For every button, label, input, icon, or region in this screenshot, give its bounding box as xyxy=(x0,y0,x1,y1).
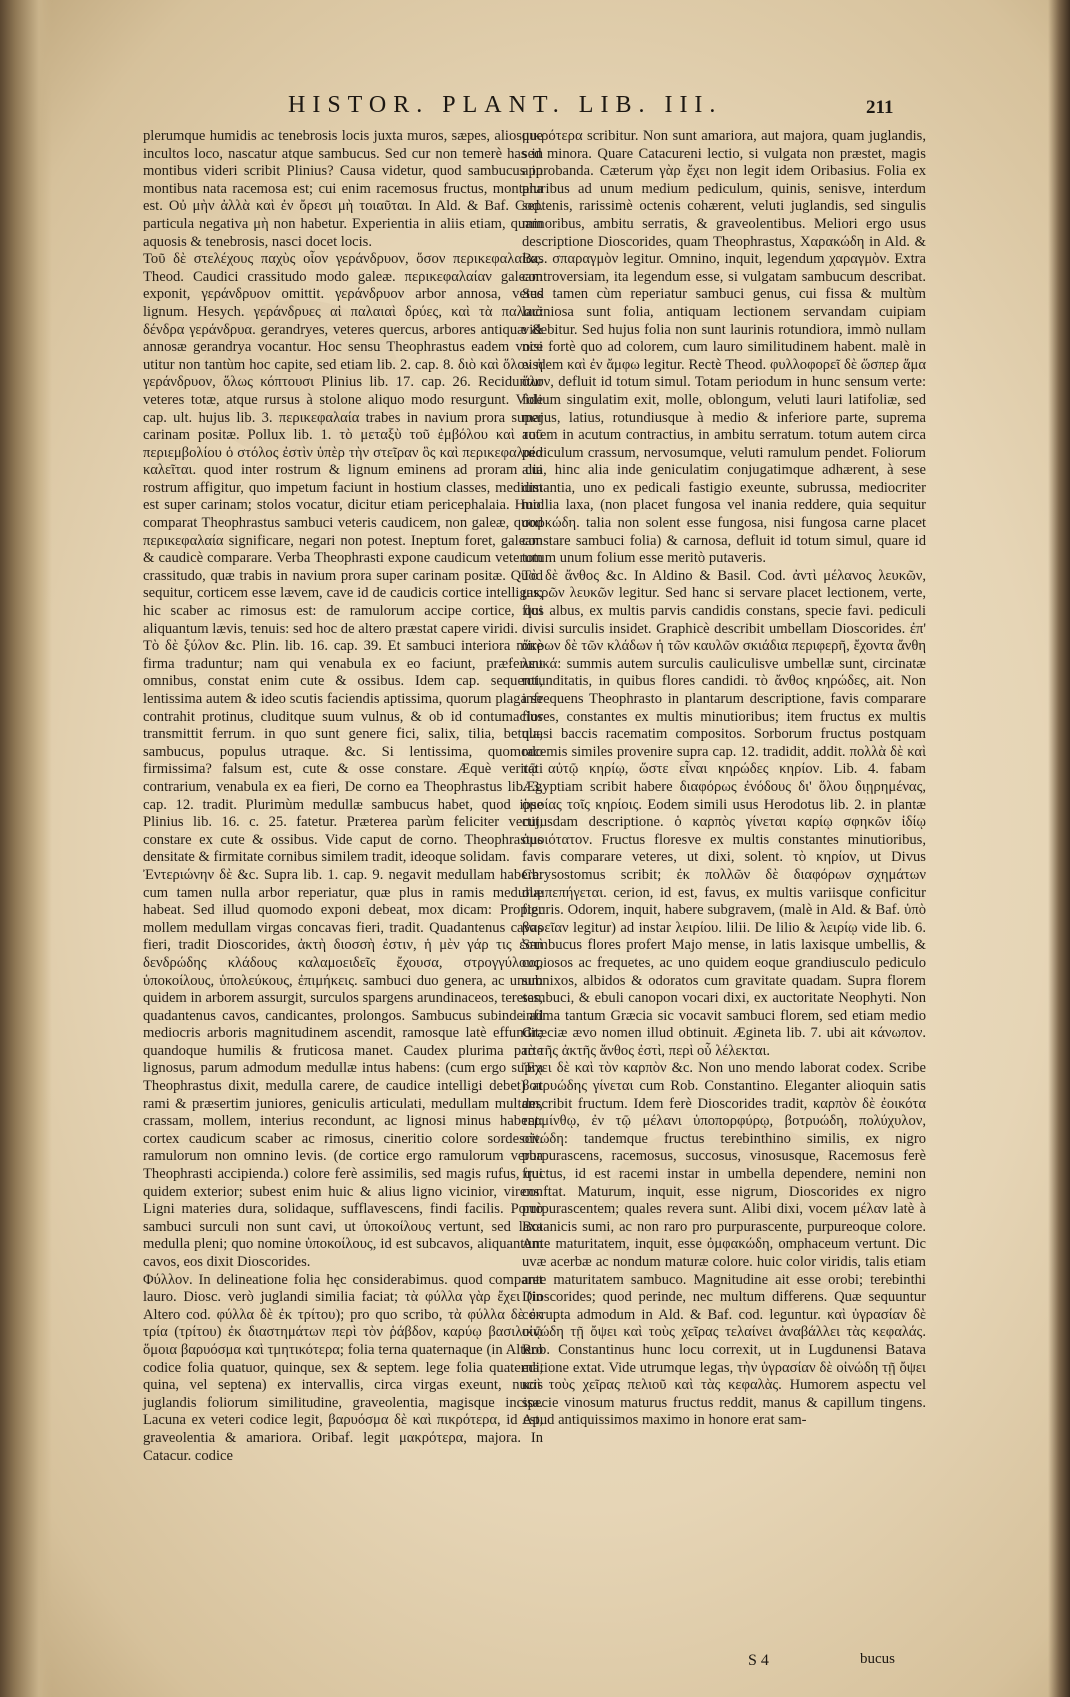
paragraph: Ἐντεριώνην δὲ &c. Supra lib. 1. cap. 9. negavit medullam habere: cum tamen nulla arbor reperiatur, quæ plus in ramis medullæ habeat. Sed illud quomodo exponi debeat, mox dicam: Propter mollem medullam virgas concavas fieri, tradit. Quadantenus cavas fieri, tradit Dioscorides, ἀκτὴ διοσσὴ ἐστιν, ἡ μὲν γάρ τις ἐστὶ δενδρώδης κλάδους καλαμοειδεῖς ἔχουσα, στρογγύλους, ὑποκοίλους, ὑπολεύκους, ἐπιμήκεις. sambuci duo genera, ac unum quidem in arborem assurgit, surculos spargens arundinaceos, teretes, quadantenus cavos, candicantes, prolongos. Sambucus subinde ad mediocris arboris magnitudinem ascendit, ramosque latè effundit; quandoque humilis & fruticosa manet. Caudex plurima parte lignosus, parum admodum medullæ intus habens: (cum ergo supra Theophrastus dixit, medulla carere, de caudice intelligi debet) at rami & præsertim juniores, geniculis articulati, medullam multam, crassam, mollem, interius recondunt, ac lignosi minus habent: cortex caudicum scaber ac rimosus, cineritio colore sordescit. ramulorum non omnino levis. (de cortice ergo ramulorum verba Theophrasti accipienda.) colore ferè assimilis, sed magis rufus, qui quidem exterior; subest enim huic & alius ligno vicinior, virens. Ligni materies dura, solidaque, sufflavescens, findi facilis. Porrò sambuci surculi non sunt cavi, ut ὑποκοίλους vertunt, sed laxa medulla pleni; quo nomine ὑποκοίλους, id est subcavos, aliquantum cavos, eos dixit Dioscorides. xyxy=(143,866,543,1270)
signature-mark: S 4 xyxy=(748,1652,769,1669)
paragraph: Τὸ δὲ ἄνθος &c. In Aldino & Basil. Cod. ἀντὶ μέλανος λευκῶν, μικρῶν λευκῶν legitur. Sed hanc si servare placet lectionem, verte, flos albus, ex multis parvis candidis constans, specie favi. pediculi divisi surculis insidet. Graphicè describit umbellam Dioscorides. ἐπ' ἄκρων δὲ τῶν κλάδων ἡ τῶν καυλῶν σκιάδια περιφερῆ, ἔχοντα ἄνθη λευκά: summis autem surculis cauliculisve umbellæ sunt, circinatæ rotunditatis, in quibus flores candidi. τὸ ἄνθος κηρώδες, ait. Non infrequens Theophrasto in plantarum descriptione, favis comparare flores, constantes ex multis minutioribus; item fructus ex multis quasi baccis racematim compositos. Sorborum fructus postquam racemis similes provenire supra cap. 12. tradidit, addit. πολλὰ δὲ καὶ τῷ αὐτῷ κηρίῳ, ὥστε εἶναι κηρώδες κηρίον. Lib. 4. fabam Ægyptiam scribit habere διαφόρως ἐνόδους δι' ὅλου διῃρημένας, ὁμοίας τοῖς κηρίοις. Eodem simili usus Herodotus lib. 2. in plantæ cujusdam descriptione. ὁ καρπὸς γίνεται καρίῳ σφηκῶν ἰδίῳ ὁμοιότατον. Fructus floresve ex multis constantes minutioribus, favis comparare veteres, ut dixi, solent. τὸ κηρίον, ut Divus Chrysostomus scribit; ἐκ πολλῶν δὲ διαφόρων σχημάτων συμπεπήγεται. cerion, id est, favus, ex multis variisque conficitur figuris. Odorem, inquit, habere subgravem, (malè in Ald. & Baf. ὑπὸ βαρεῖαν legitur) ad instar λειρίου. lilii. De lilio & λειρίῳ vide lib. 6. Sambucus flores profert Majo mense, in latis laxisque umbellis, & copiosos ac frequetes, ac uno quidem eoque grandiusculo pediculo subnixos, albidos & odoratos cum gravitate quadam. Supra florem sambuci, & ebuli canopon vocari dixi, ex auctoritate Neophyti. Non infima tantum Græcia sic vocavit sambuci florem, sed etiam medio Græciæ ævo nomen illud obtinuit. Ægineta lib. 7. ubi ait κάνωπον. τὸ τῆς ἀκτῆς ἄνθος ἐστὶ, περὶ οὗ λέλεκται. xyxy=(522,567,926,1059)
page-number: 211 xyxy=(866,97,894,118)
page-edge xyxy=(1048,0,1070,1697)
binding-gutter xyxy=(0,0,52,1697)
paragraph: plerumque humidis ac tenebrosis locis juxta muros, sæpes, aliosque incultos loco, nascatur atque sambucus. Sed cur non temerè has in montibus videri scribit Plinius? Causa videtur, quod sambucus in montibus nata racemosa est; cui enim racemosus fructus, montana est. Οὐ μὴν ἀλλὰ καὶ ἐν ὄρεσι μὴ τοιαῦται. In Ald. & Baf. Cod. particula negativa μὴ non habetur. Experientia in aliis etiam, quam aquosis & tenebrosis, nasci docet locis. xyxy=(143,128,543,250)
paragraph: Τὸ δὲ ξύλον &c. Plin. lib. 16. cap. 39. Et sambuci interiora mirè firma traduntur; nam qui venabula ex eo faciunt, præferunt omnibus, constat enim cute & ossibus. Idem cap. sequenti, lentissima autem & ideo scutis faciendis aptissima, quorum plaga se contrahit protinus, cluditque suum vulnus, & ob id contumacius transmittit ferrum. in quo sunt genere fici, salix, tilia, betula, sambucus, populus utraque. &c. Si lentissima, quomodo firmissima? falsum est, cute & osse constare. Æquè veritati contrarium, venabula ex ea fieri, De corno ea Theophrastus lib. 3. cap. 12. tradit. Plurimùm medullæ sambucus habet, quod ipse Plinius lib. 16. c. 25. fatetur. Præterea parùm feliciter vertit, constare ex cute & ossibus. Vide caput de corno. Theophrastus densitate & firmitate cornibus similem tradit, ideoque solidam. xyxy=(143,638,543,866)
catchword: bucus xyxy=(860,1651,895,1667)
running-title: HISTOR. PLANT. LIB. III. xyxy=(288,92,723,118)
paragraph: Τοῦ δὲ στελέχους παχὺς οἷον γεράνδρυον, ὅσον περικεφαλαίας. Theod. Caudici crassitudo modo galeæ. περικεφαλαίαν galeam exponit, γεράνδρυον omittit. γεράνδρυον arbor annosa, vetus lignum. Hesych. γεράνδρυες αἱ παλαιαὶ δρύες, καὶ τὰ παλαιὰ δένδρα γεράνδρυα. gerandryes, veteres quercus, arbores antiquæ & annosæ gerandrya vocantur. Hoc sensu Theophrastus eadem voce utitur non tantùm hoc capite, sed etiam lib. 2. cap. 8. διὸ καὶ ὅλον ἡ γεράνδρυον, ὅλως κόπτουσι Plinius lib. 17. cap. 26. Reciduntur veteres totæ, atque rursus à stolone aliquo modo resurgunt. Vide cap. ult. hujus lib. 3. περικεφαλαία trabes in navium prora super carinam positæ. Pollux lib. 1. τὸ μεταξὺ τοῦ ἐμβόλου καὶ τοῦ περιεμβολίου ὁ στόλος ἐστὶν ὑπὲρ τὴν στεῖραν ὃς καὶ περικεφαλαία καλεῖται. quod inter rostrum & lignum eminens ad proram cui rostrum affigitur, quo impetum faciunt in hostium classes, medium est super carinam; stolos vocatur, dicitur etiam pericephalaia. Huic comparat Theophrastus sambuci veteris caudicem, non galeæ, quod περικεφαλαία significare, negari non potest. Ineptum foret, galeam & caudicè comparare. Verba Theophrasti expone caudicum veterum crassitudo, quæ trabis in navium prora super carinam positæ. Quod sequitur, corticem esse lævem, cave id de caudicis cortice intelligas; hic scaber ac rimosus est: de ramulorum accipe cortice, qui aliquantum lævis, tenuis: sed hoc de altero præstat capere viridi. xyxy=(143,251,543,637)
left-column xyxy=(143,128,543,1465)
paragraph: Φύλλον. In delineatione folia hęc considerabimus. quod comparet lauro. Diosc. verò juglandi similia faciat; τὰ φύλλα γὰρ ἔχει (in Altero cod. φύλλα δὲ ἐκ τρίτου); pro quo scribo, τὰ φύλλα δὲ ἐκ τρία (τρίτου) ἐκ διαστημάτων περὶ τὸν ῥάβδον, καρύῳ βασιλικῷ ὅμοια βαρυόσμα καὶ τμητικότερα; folia terna quaternaque (in Altero codice folia quatuor, quinque, sex & septem. lege folia quaterna, quina, vel septena) ex intervallis, circa virgas exeunt, nucis juglandis foliorum similitudine, graveolentia, magisque incisa. Lacuna ex veteri codice legit, βαρυόσμα δὲ καὶ πικρότερα, id est, graveolentia & amariora. Oribaf. legit μακρότερα, majora. In Catacur. codice xyxy=(143,1271,543,1464)
paragraph: Ἔχει δὲ καὶ τὸν καρπὸν &c. Non uno mendo laborat codex. Scribe βοτρυώδης γίνεται cum Rob. Constantino. Eleganter alioquin satis describit fructum. Idem ferè Dioscorides tradit, καρπὸν δὲ ἐοικότα τερμίνθῳ, ἐν τῷ μέλανι ὑποπορφύρῳ, βοτρυώδη, πολύχυλον, οἰνώδη: tandemque fructus terebinthino similis, ex nigro purpurascens, racemosus, succosus, vinosusque, Racemosus ferè fructus, id est racemi instar in umbella dependere, nemini non conftat. Maturum, inquit, esse nigrum, Dioscorides ex nigro purpurascentem; quales revera sunt. Alibi dixi, vocem μέλαν latè à Botanicis sumi, ac non raro pro purpurascente, purpureoque colore. Ante maturitatem, inquit, esse ὀμφακώδη, omphaceum vertunt. Dic uvæ acerbæ ac nondum maturæ colore. huic color viridis, talis etiam ante maturitatem sambuco. Magnitudine ait esse orobi; terebinthi Dioscorides; quod perinde, nec multum differens. Quæ sequuntur corrupta admodum in Ald. & Baf. cod. leguntur. καὶ ὑγρασίαν δὲ οἰνώδη τῇ ὄψει καὶ τοὺς χεῖρας τελαίνει ἀναβάλλει τὰς κεφαλάς. Rob. Constantinus hunc locu correxit, ut in Lugdunensi Batava editione extat. Vide utrumque legas, τὴν ὑγρασίαν δὲ οἰνώδη τῇ ὄψει καὶ τοὺς χεῖρας πελιοῦ καὶ τὰς κεφαλὰς. Humorem aspectu vel specie vinosum maturus fructus reddit, manus & capillum tingens. Apud antiquissimos maximo in honore erat sam- xyxy=(522,1060,926,1429)
paragraph: μικρότερα scribitur. Non sunt amariora, aut majora, quam juglandis, sed minora. Quare Catacureni lectio, si vulgata non præstet, magis approbanda. Cæterum γὰρ ἔχει non legit idem Oribasius. Folia ex pluribus ad unum medium pediculum, quinis, senisve, interdum septenis, rarissimè octenis cohærent, veluti juglandis, sed singulis minoribus, ambitu serratis, & graveolentibus. Meliori ergo usus descriptione Dioscorides, quam Theophrastus, Χαρακώδη in Ald. & Bas. σπαραγμὸν legitur. Omnino, inquit, legendum χαραγμὸν. Extra controversiam, ita legendum esse, si vulgatam sambucum describat. Sed tamen cùm reperiatur sambuci genus, cui fissa & multùm laciniosa sunt folia, antiquam lectionem servandam cuipiam videbitur. Sed hujus folia non sunt laurinis rotundiora, immò nullam nisi fortè quo ad colorem, cum lauro similitudinem habent. malè in eisdem καὶ ἐν ἄμφω legitur. Rectè Theod. φυλλοφορεῖ δὲ ὥσπερ ἅμα ὅλον, defluit id totum simul. Totam periodum in hunc sensum verte: folium singulatim exit, molle, oblongum, veluti lauri latifoliæ, sed majus, latius, rotundiusque à medio & inferiore parte, suprema autem in acutum contractius, in ambitu serratum. totum autem circa pediculum crassum, nervosumque, veluti ramulum pendet. Foliorum alia, hinc alia inde geniculatim conjugatimque adhærent, à sese distantia, uno ex pedicali fastigio exeunte, subrussa, mediocriter mollia laxa, (non placet fungosa vel inania reddere, quia sequitur σαρκώδη. talia non solent esse fungosa, nisi fungosa carne placet constare sambuci folia) & carnosa, defluit id totum simul, quare id totum unum folium esse meritò putaveris. xyxy=(522,128,926,567)
right-column xyxy=(522,128,926,1430)
